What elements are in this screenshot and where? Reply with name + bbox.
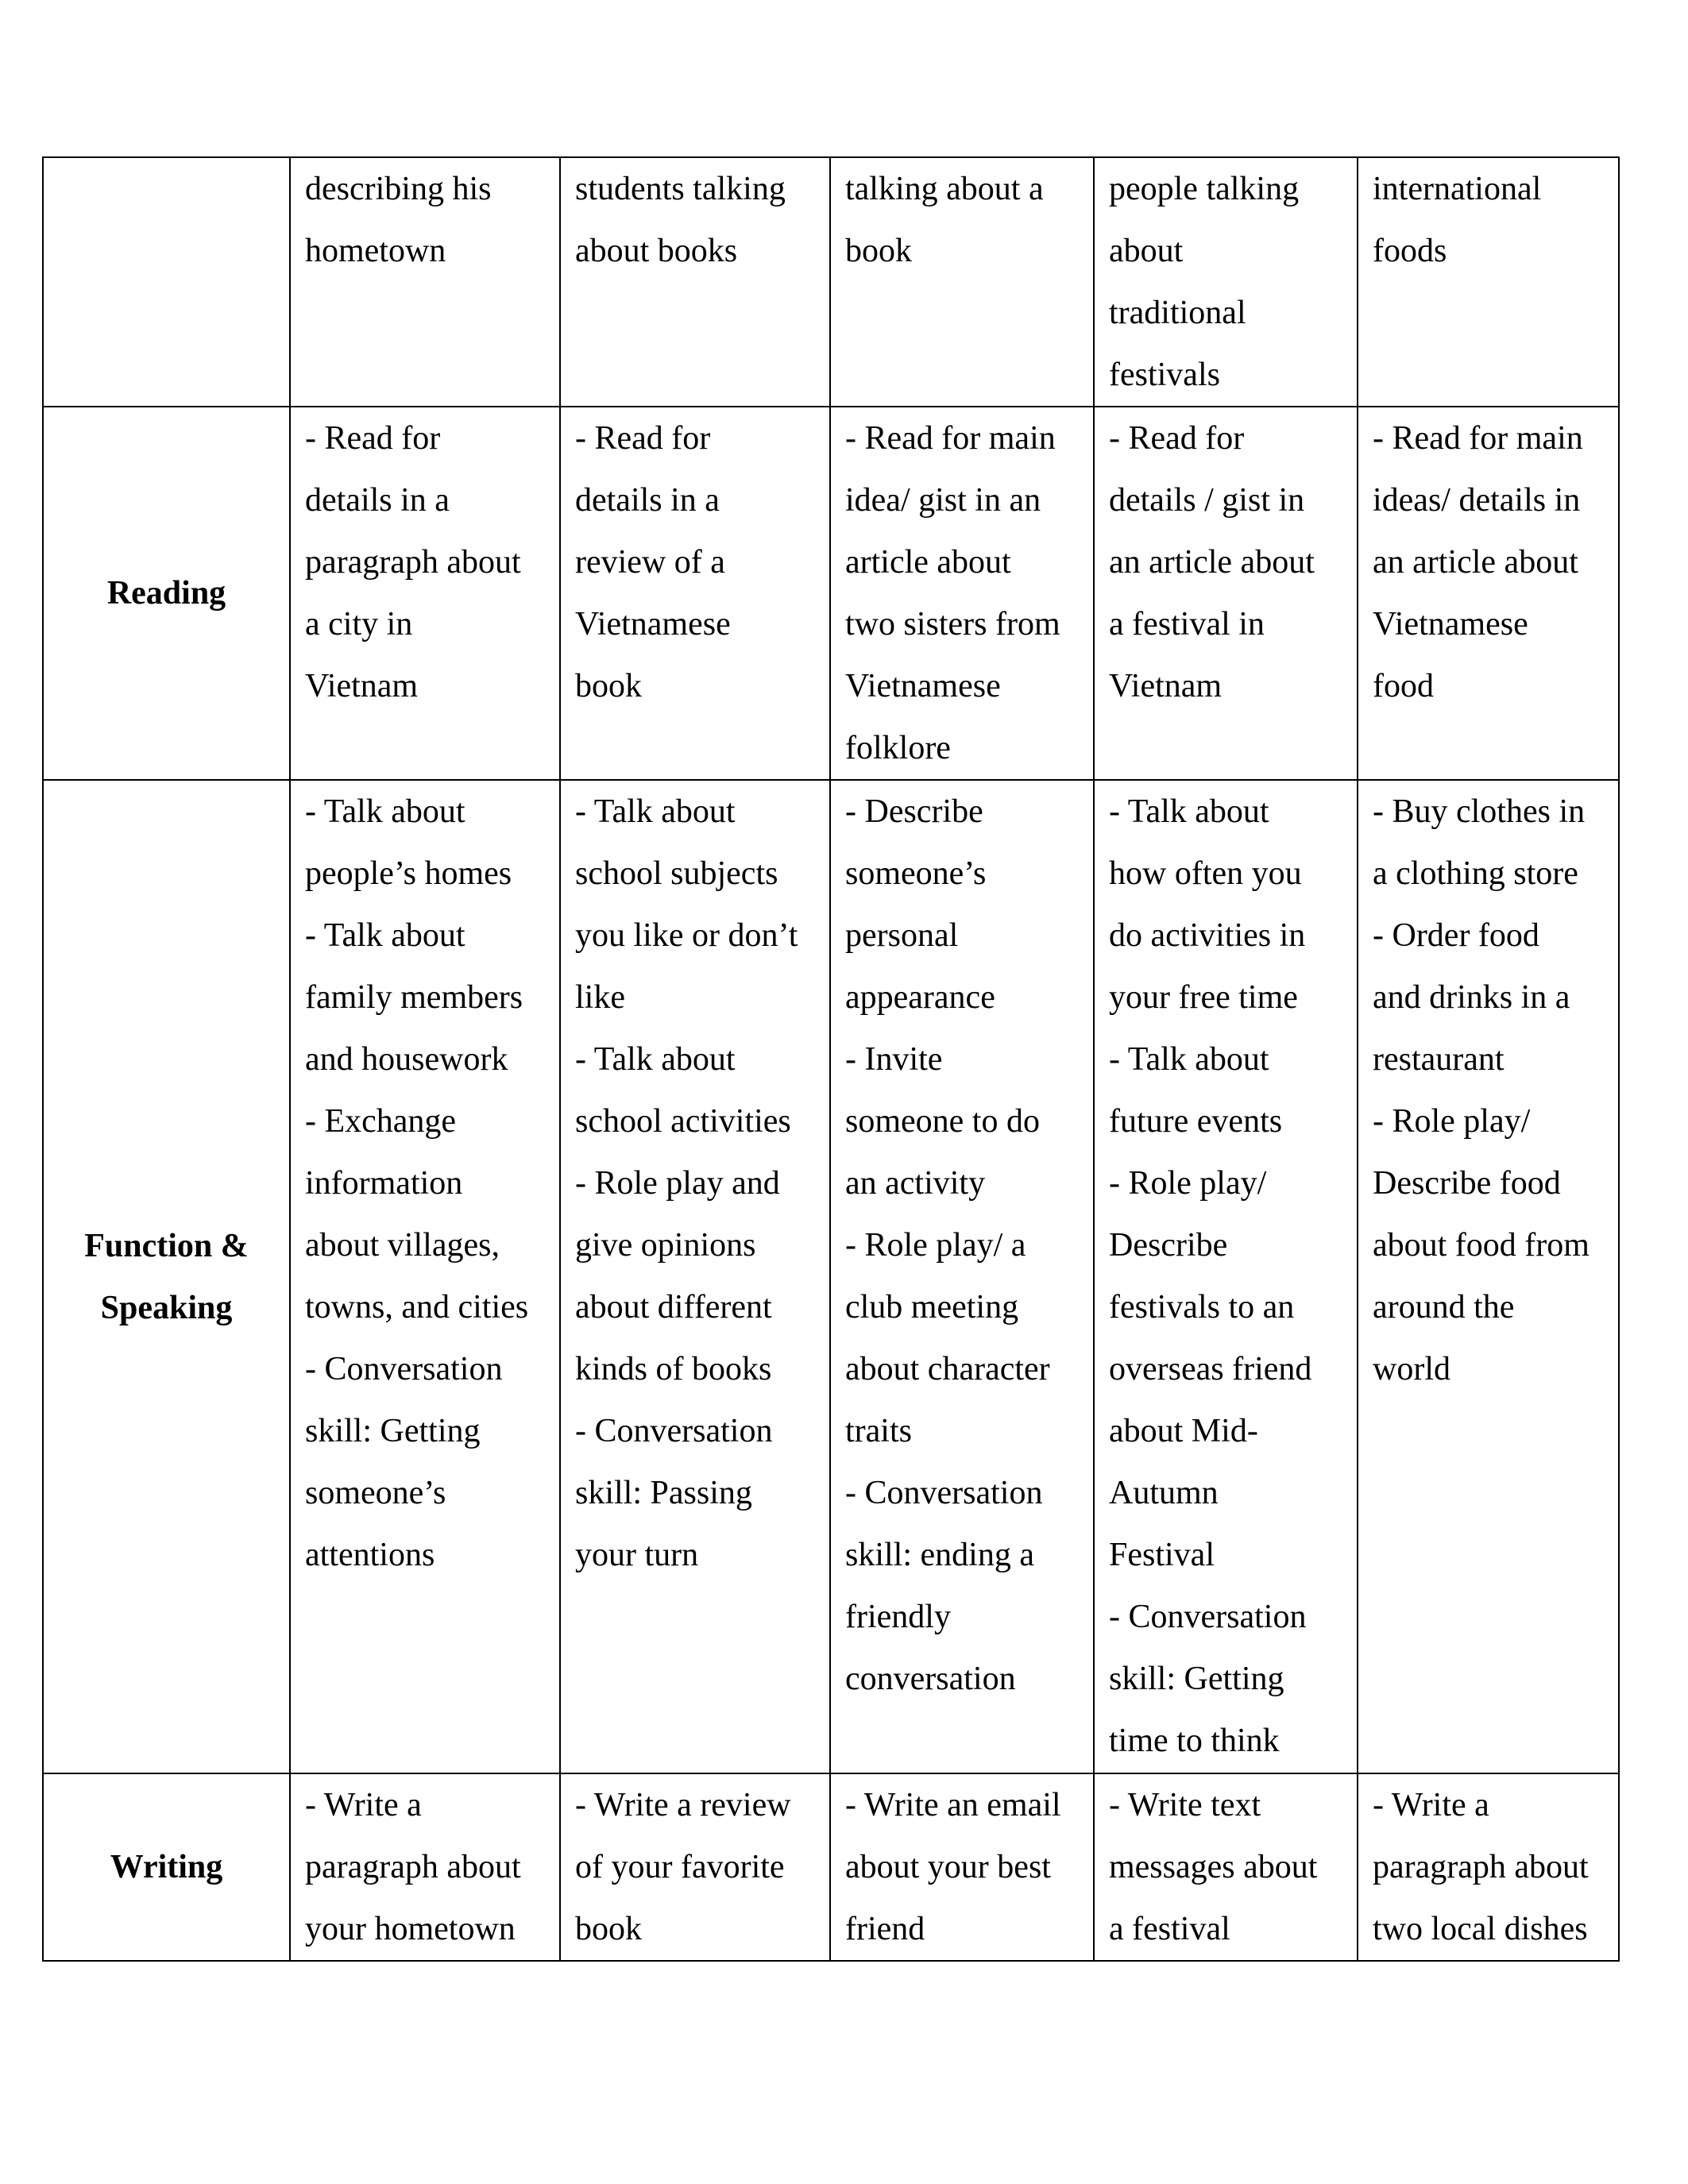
cell-text-line: - Read for main bbox=[845, 420, 1056, 457]
cell-text-line: - Invite bbox=[845, 1041, 943, 1078]
cell-text-line: attentions bbox=[305, 1537, 435, 1573]
cell-text-line: foods bbox=[1373, 233, 1447, 269]
cell-text-line: students talking bbox=[575, 171, 786, 207]
cell-text-line: your free time bbox=[1109, 979, 1298, 1016]
cell-text-line: - Role play/ a bbox=[845, 1227, 1026, 1264]
cell-text-line: Vietnam bbox=[305, 668, 419, 704]
table-body bbox=[43, 157, 1619, 1961]
cell-text-line: paragraph about bbox=[305, 1849, 521, 1885]
cell-text-line: details in a bbox=[575, 482, 720, 519]
cell-text-line: - Talk about bbox=[305, 793, 465, 830]
table-cell bbox=[560, 157, 830, 407]
cell-text-line: about character bbox=[845, 1351, 1050, 1387]
cell-text-line: an activity bbox=[845, 1165, 986, 1202]
table-cell bbox=[830, 407, 1094, 780]
cell-text-line: - Write a bbox=[305, 1787, 422, 1823]
cell-text-line: give opinions bbox=[575, 1227, 756, 1264]
cell-text-line: an article about bbox=[1109, 544, 1315, 581]
row-header-reading: Reading bbox=[43, 407, 290, 780]
cell-text-line: Describe food bbox=[1373, 1165, 1561, 1202]
cell-text-line: and drinks in a bbox=[1373, 979, 1570, 1016]
table-cell bbox=[290, 1773, 560, 1961]
cell-text-line: paragraph about bbox=[1373, 1849, 1589, 1885]
cell-text-line: describing his bbox=[305, 171, 492, 207]
cell-text-line: information bbox=[305, 1165, 463, 1202]
cell-text-line: future events bbox=[1109, 1103, 1283, 1140]
cell-text-line: - Talk about bbox=[575, 793, 736, 830]
cell-text-line: do activities in bbox=[1109, 917, 1306, 954]
table-cell bbox=[290, 780, 560, 1773]
table-cell bbox=[290, 407, 560, 780]
cell-text-line: school subjects bbox=[575, 855, 778, 892]
cell-text-line: - Write a review bbox=[575, 1787, 791, 1823]
cell-text-line: - Order food bbox=[1373, 917, 1539, 954]
cell-text-line: - Read for bbox=[305, 420, 441, 457]
cell-text-line: - Talk about bbox=[1109, 793, 1269, 830]
cell-text-line: traditional bbox=[1109, 295, 1246, 331]
row-header-function-speaking bbox=[43, 780, 290, 1773]
cell-text-line: details in a bbox=[305, 482, 450, 519]
cell-text-line: a clothing store bbox=[1373, 855, 1578, 892]
table-cell bbox=[830, 1773, 1094, 1961]
table-cell bbox=[1358, 157, 1619, 407]
table-cell bbox=[1094, 407, 1358, 780]
table-row-listening-continued bbox=[43, 157, 1619, 407]
cell-text-line: - Write a bbox=[1373, 1787, 1489, 1823]
cell-text-line: idea/ gist in an bbox=[845, 482, 1041, 519]
cell-text-line: about different bbox=[575, 1289, 772, 1325]
cell-text-line: festivals bbox=[1109, 357, 1220, 393]
cell-text-line: - Talk about bbox=[575, 1041, 736, 1078]
table-cell bbox=[290, 157, 560, 407]
cell-text-line: skill: ending a bbox=[845, 1537, 1034, 1573]
cell-text-line: you like or don’t bbox=[575, 917, 798, 954]
table-cell bbox=[1358, 780, 1619, 1773]
cell-text-line: about books bbox=[575, 233, 738, 269]
cell-text-line: your hometown bbox=[305, 1911, 516, 1947]
table-cell bbox=[1094, 780, 1358, 1773]
cell-text-line: how often you bbox=[1109, 855, 1302, 892]
cell-text-line: Describe bbox=[1109, 1227, 1228, 1264]
cell-text-line: a festival in bbox=[1109, 606, 1265, 642]
cell-text-line: your turn bbox=[575, 1537, 699, 1573]
table-cell bbox=[560, 1773, 830, 1961]
cell-text-line: - Role play and bbox=[575, 1165, 780, 1202]
cell-text-line: - Role play/ bbox=[1373, 1103, 1531, 1140]
cell-text-line: conversation bbox=[845, 1661, 1016, 1697]
row-header-line: Function & bbox=[84, 1227, 249, 1264]
cell-text-line: - Conversation bbox=[575, 1413, 773, 1449]
cell-text-line: traits bbox=[845, 1413, 912, 1449]
cell-text-line: Autumn bbox=[1109, 1475, 1219, 1511]
cell-text-line: messages about bbox=[1109, 1849, 1318, 1885]
cell-text-line: skill: Passing bbox=[575, 1475, 752, 1511]
cell-text-line: world bbox=[1373, 1351, 1450, 1387]
cell-text-line: towns, and cities bbox=[305, 1289, 529, 1325]
cell-text-line: appearance bbox=[845, 979, 995, 1016]
cell-text-line: someone’s bbox=[305, 1475, 446, 1511]
cell-text-line: - Write an email bbox=[845, 1787, 1061, 1823]
table-cell bbox=[830, 157, 1094, 407]
cell-text-line: about your best bbox=[845, 1849, 1051, 1885]
cell-text-line: - Read for bbox=[575, 420, 711, 457]
syllabus-table bbox=[42, 156, 1620, 1962]
cell-text-line: club meeting bbox=[845, 1289, 1019, 1325]
cell-text-line: school activities bbox=[575, 1103, 791, 1140]
cell-text-line: - Describe bbox=[845, 793, 983, 830]
cell-text-line: skill: Getting bbox=[305, 1413, 481, 1449]
cell-text-line: people’s homes bbox=[305, 855, 512, 892]
cell-text-line: an article about bbox=[1373, 544, 1578, 581]
cell-text-line: skill: Getting bbox=[1109, 1661, 1284, 1697]
cell-text-line: - Conversation bbox=[1109, 1599, 1307, 1635]
cell-text-line: Festival bbox=[1109, 1537, 1215, 1573]
cell-text-line: food bbox=[1373, 668, 1434, 704]
cell-text-line: Vietnamese bbox=[1373, 606, 1528, 642]
cell-text-line: Vietnamese bbox=[575, 606, 731, 642]
cell-text-line: hometown bbox=[305, 233, 446, 269]
table-cell bbox=[1094, 157, 1358, 407]
cell-text-line: paragraph about bbox=[305, 544, 521, 581]
cell-text-line: overseas friend bbox=[1109, 1351, 1312, 1387]
cell-text-line: people talking bbox=[1109, 171, 1300, 207]
cell-text-line: festivals to an bbox=[1109, 1289, 1295, 1325]
cell-text-line: friendly bbox=[845, 1599, 951, 1635]
cell-text-line: - Conversation bbox=[845, 1475, 1043, 1511]
cell-text-line: - Role play/ bbox=[1109, 1165, 1267, 1202]
table-cell bbox=[830, 780, 1094, 1773]
row-header-empty bbox=[43, 157, 290, 407]
cell-text-line: of your favorite bbox=[575, 1849, 785, 1885]
table-row-reading bbox=[43, 407, 1619, 780]
cell-text-line: ideas/ details in bbox=[1373, 482, 1581, 519]
cell-text-line: talking about a bbox=[845, 171, 1044, 207]
cell-text-line: article about bbox=[845, 544, 1011, 581]
cell-text-line: two sisters from bbox=[845, 606, 1060, 642]
cell-text-line: personal bbox=[845, 917, 959, 954]
cell-text-line: someone’s bbox=[845, 855, 987, 892]
cell-text-line: international bbox=[1373, 171, 1542, 207]
cell-text-line: book bbox=[575, 668, 642, 704]
cell-text-line: about food from bbox=[1373, 1227, 1590, 1264]
cell-text-line: book bbox=[575, 1911, 642, 1947]
cell-text-line: around the bbox=[1373, 1289, 1515, 1325]
cell-text-line: Vietnam bbox=[1109, 668, 1223, 704]
table-row-writing bbox=[43, 1773, 1619, 1961]
cell-text-line: someone to do bbox=[845, 1103, 1040, 1140]
cell-text-line: book bbox=[845, 233, 912, 269]
cell-text-line: kinds of books bbox=[575, 1351, 772, 1387]
table-row-function-speaking bbox=[43, 780, 1619, 1773]
cell-text-line: and housework bbox=[305, 1041, 508, 1078]
cell-text-line: - Talk about bbox=[1109, 1041, 1269, 1078]
cell-text-line: - Buy clothes in bbox=[1373, 793, 1586, 830]
cell-text-line: - Write text bbox=[1109, 1787, 1261, 1823]
cell-text-line: family members bbox=[305, 979, 523, 1016]
cell-text-line: a city in bbox=[305, 606, 413, 642]
cell-text-line: - Read for bbox=[1109, 420, 1245, 457]
cell-text-line: about bbox=[1109, 233, 1184, 269]
table-cell bbox=[1358, 407, 1619, 780]
cell-text-line: - Conversation bbox=[305, 1351, 503, 1387]
cell-text-line: time to think bbox=[1109, 1723, 1280, 1759]
cell-text-line: like bbox=[575, 979, 625, 1016]
table-cell bbox=[560, 407, 830, 780]
row-header-writing: Writing bbox=[43, 1773, 290, 1961]
cell-text-line: Vietnamese bbox=[845, 668, 1001, 704]
cell-text-line: - Exchange bbox=[305, 1103, 457, 1140]
cell-text-line: a festival bbox=[1109, 1911, 1230, 1947]
table-cell bbox=[560, 780, 830, 1773]
cell-text-line: about villages, bbox=[305, 1227, 500, 1264]
cell-text-line: friend bbox=[845, 1911, 925, 1947]
cell-text-line: restaurant bbox=[1373, 1041, 1505, 1078]
cell-text-line: review of a bbox=[575, 544, 725, 581]
cell-text-line: - Read for main bbox=[1373, 420, 1583, 457]
cell-text-line: details / gist in bbox=[1109, 482, 1305, 519]
row-header-line: Speaking bbox=[100, 1289, 233, 1326]
table-cell bbox=[1358, 1773, 1619, 1961]
cell-text-line: about Mid- bbox=[1109, 1413, 1258, 1449]
cell-text-line: two local dishes bbox=[1373, 1911, 1588, 1947]
cell-text-line: folklore bbox=[845, 730, 951, 766]
table-cell bbox=[1094, 1773, 1358, 1961]
cell-text-line: - Talk about bbox=[305, 917, 465, 954]
